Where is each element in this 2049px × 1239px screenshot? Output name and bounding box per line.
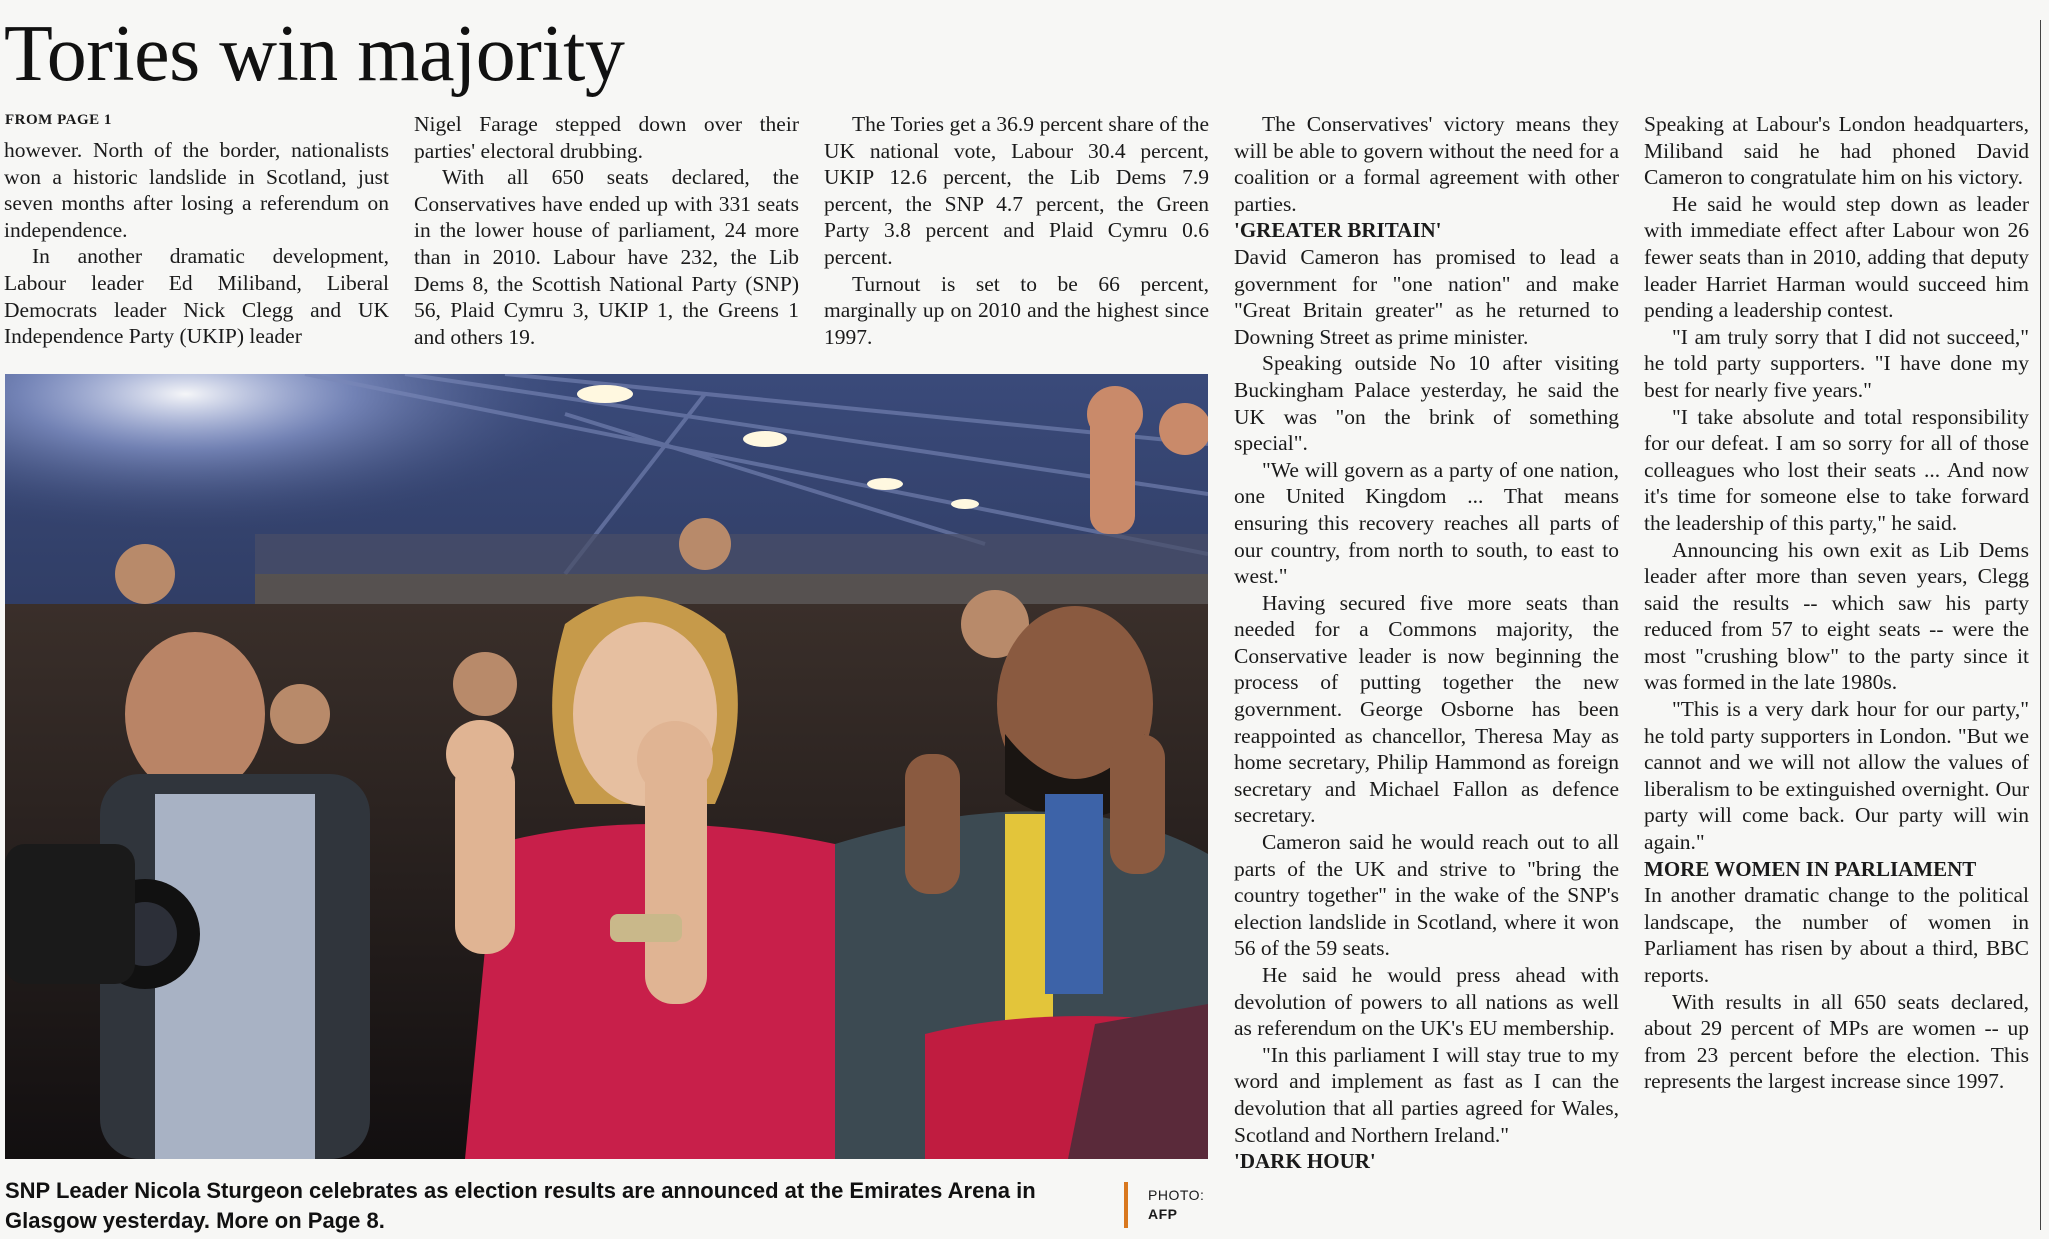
photo-credit	[1148, 1186, 1204, 1224]
paragraph: The Conservatives' victory means they will be able to govern without the need for a coalition or a formal agreement with other parties.	[1234, 112, 1619, 216]
photo-credit-label: PHOTO:	[1148, 1187, 1205, 1203]
article-column-2	[414, 111, 799, 350]
paragraph: Cameron said he would reach out to all parts of the UK and strive to "bring the country together" in the wake of the SNP's election landslide in Scotland, where it won 56 of the 59 seats.	[1234, 830, 1619, 961]
paragraph: Speaking at Labour's London headquarters, Miliband said he had phoned David Cameron to congratulate him on his victory.	[1644, 112, 2029, 190]
paragraph: "I take absolute and total responsibility for our defeat. I am so sorry for all of those colleagues who lost their seats ... And now it's time for someone else to take forward the leadership of this party," he said.	[1644, 404, 2029, 535]
headline: Tories win majority	[4, 10, 625, 98]
paragraph: He said he would step down as leader with immediate effect after Labour won 26 fewer seats than in 2010, adding that deputy leader Harriet Harman would succeed him pending a leadership contest.	[1644, 191, 2029, 323]
article-column-4	[1234, 111, 1619, 1175]
paragraph: however. North of the border, nationalists won a historic landslide in Scotland, just seven months after losing a referendum on independence.	[4, 138, 389, 242]
paragraph: With all 650 seats declared, the Conservatives have ended up with 331 seats in the lower house of parliament, 24 more than in 2010. Labour have 232, the Lib Dems 8, the Scottish National Party (SNP) 56, Plaid Cymru 3, UKIP 1, the Greens 1 and others 19.	[414, 165, 799, 349]
paragraph: "In this parliament I will stay true to my word and implement as fast as I can the devolution that all parties agreed for Wales, Scotland and Northern Ireland."	[1234, 1042, 1619, 1147]
paragraph: Speaking outside No 10 after visiting Buckingham Palace yesterday, he said the UK was "on the brink of something special".	[1234, 351, 1619, 456]
paragraph: The Tories get a 36.9 percent share of the UK national vote, Labour 30.4 percent, UKIP 12.6 percent, the Lib Dems 7.9 percent, the SNP 4.7 percent, the Green Party 3.8 percent and Plaid Cymru 0.6 percent.	[824, 112, 1209, 269]
paragraph: David Cameron has promised to lead a government for "one nation" and make "Great Britain greater" as he returned to Downing Street as prime minister.	[1234, 244, 1619, 349]
from-page-label: FROM PAGE 1	[5, 112, 112, 128]
paragraph: "This is a very dark hour for our party," he told party supporters in London. "But we cannot and we will not allow the values of liberalism to be extinguished overnight. Our party will come back. Our party will win again."	[1644, 697, 2029, 855]
paragraph: "We will govern as a party of one nation, one United Kingdom ... That means ensuring this recovery reaches all parts of our country, from north to south, to east to west."	[1234, 457, 1619, 589]
article-column-3	[824, 111, 1209, 350]
credit-divider	[1124, 1182, 1128, 1228]
paragraph: Nigel Farage stepped down over their parties' electoral drubbing.	[414, 112, 799, 163]
paragraph: He said he would press ahead with devolution of powers to all nations as well as referendum on the UK's EU membership.	[1234, 963, 1619, 1041]
news-photo	[5, 374, 1208, 1159]
paragraph: With results in all 650 seats declared, about 29 percent of MPs are women -- up from 23 percent before the election. This represents the largest increase since 1997.	[1644, 989, 2029, 1094]
page-edge-rule	[2040, 20, 2041, 1230]
article-column-5	[1644, 111, 2029, 1095]
photo-caption: SNP Leader Nicola Sturgeon celebrates as election results are announced at the Emirates Arena in Glasgow yesterday. More on Page 8.	[5, 1178, 1036, 1233]
photo-illustration	[5, 374, 1208, 1159]
paragraph: Turnout is set to be 66 percent, marginally up on 2010 and the highest since 1997.	[824, 271, 1209, 349]
paragraph: "I am truly sorry that I did not succeed," he told party supporters. "I have done my best for nearly five years."	[1644, 324, 2029, 402]
subheading-greater-britain: 'GREATER BRITAIN'	[1234, 218, 1442, 243]
photo-credit-source: AFP	[1148, 1206, 1178, 1222]
paragraph: Having secured five more seats than needed for a Commons majority, the Conservative leader is now beginning the process of putting together the new government. George Osborne has been reappointed as chancellor, Theresa May as home secretary, Philip Hammond as foreign secretary and Michael Fallon as defence secretary.	[1234, 590, 1619, 828]
article-column-1	[4, 111, 389, 350]
paragraph: In another dramatic change to the political landscape, the number of women in Parliament has risen by about a third, BBC reports.	[1644, 883, 2029, 987]
paragraph: Announcing his own exit as Lib Dems leader after more than seven years, Clegg said the results -- which saw his party reduced from 57 to eight seats -- were the most "crushing blow" to the party since it was formed in the late 1980s.	[1644, 537, 2029, 695]
paragraph: In another dramatic development, Labour leader Ed Miliband, Liberal Democrats leader Nick Clegg and UK Independence Party (UKIP) leader	[4, 244, 389, 349]
subheading-more-women: MORE WOMEN IN PARLIAMENT	[1644, 856, 1977, 881]
subheading-dark-hour: 'DARK HOUR'	[1234, 1149, 1376, 1174]
